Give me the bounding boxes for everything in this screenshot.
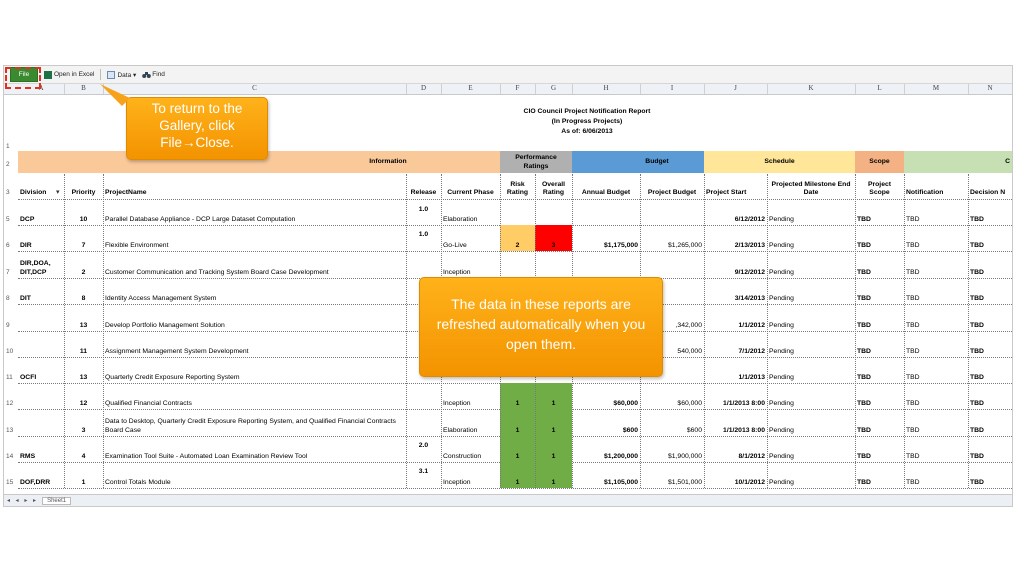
row-divider [18,199,1012,200]
row-number: 14 [6,453,14,460]
table-cell: $60,000 [677,400,702,407]
data-menu-button[interactable] [107,71,136,79]
column-heading: Project Start [706,189,747,196]
table-cell: $1,265,000 [667,242,702,249]
column-divider [767,174,768,488]
column-divider [968,174,969,488]
column-heading: Overall Rating [541,181,566,196]
table-cell: 8 [81,295,86,302]
table-cell: TBD [970,269,984,276]
table-cell: TBD [857,269,871,276]
column-divider [855,174,856,488]
group-scope: Scope [855,151,904,173]
column-header-d: D [406,84,442,94]
data-menu-label: Data ▾ [117,71,137,79]
table-cell: Identity Access Management System [105,295,217,302]
sheet-nav-arrows[interactable]: ◂ ◂ ▸ ▸ [7,498,39,504]
table-cell: 2 [81,269,86,276]
table-cell: Pending [769,479,794,486]
column-header-c: C [103,84,407,94]
refresh-callout: The data in these reports are refreshed automatically when you open them. [419,277,663,377]
table-cell: Pending [769,295,794,302]
column-header-n: N [968,84,1013,94]
table-cell: Pending [769,400,794,407]
table-cell [18,383,64,409]
table-cell: TBD [906,242,920,249]
row-number: 5 [6,216,10,223]
excel-icon [44,71,52,79]
table-cell: TBD [857,216,871,223]
column-heading: ProjectName [105,189,147,196]
table-cell: Pending [769,453,794,460]
column-divider [406,174,407,488]
table-cell: TBD [906,216,920,223]
table-cell: 4 [81,453,86,460]
table-cell: Pending [769,242,794,249]
table-cell: Pending [769,322,794,329]
row-number: 2 [6,161,10,168]
open-in-excel-label: Open in Excel [54,71,95,78]
column-heading: Annual Budget [581,189,631,196]
group-budget: Budget [572,151,704,173]
table-cell: 1 [535,383,572,409]
table-cell: RMS [20,453,36,460]
find-button[interactable] [142,71,165,79]
table-cell: Inception [443,269,471,276]
table-cell: OCFI [20,374,37,381]
column-heading: Priority [71,189,96,196]
table-cell: 3 [535,225,572,251]
table-cell: TBD [970,216,984,223]
table-cell: 13 [79,374,88,381]
table-cell [640,251,704,278]
open-in-excel-button[interactable] [44,71,94,79]
sheet-tabs-bar [4,494,1012,506]
table-cell: TBD [970,295,984,302]
column-header-g: G [535,84,573,94]
row-number: 10 [6,348,14,355]
row-number: 12 [6,400,14,407]
table-cell: Control Totals Module [105,479,171,486]
table-cell: TBD [970,242,984,249]
table-cell: 1 [500,462,535,488]
table-cell: Pending [769,427,794,434]
table-cell: 10 [79,216,88,223]
table-cell: 540,000 [677,348,702,355]
table-cell: Assignment Management System Development [105,348,249,355]
column-divider [704,174,705,488]
table-cell: Flexible Environment [105,242,169,249]
table-cell [535,200,572,225]
table-cell: 1/1/2013 8:00 [723,427,765,434]
row-number: 6 [6,242,10,249]
column-headers [4,84,1012,95]
table-cell: 7 [81,242,86,249]
table-cell: TBD [857,295,871,302]
table-cell: 8/1/2012 [738,453,765,460]
table-cell: Construction [443,453,482,460]
table-cell: DOF,DRR [20,479,51,486]
table-cell: $1,175,000 [603,242,638,249]
table-cell: 7/1/2012 [738,348,765,355]
column-header-j: J [704,84,768,94]
table-cell: 1.0 [418,231,429,238]
table-cell: 1/1/2013 8:00 [723,400,765,407]
file-menu-button[interactable]: File [10,67,38,82]
table-cell: TBD [857,322,871,329]
table-cell: 1 [535,462,572,488]
table-cell: TBD [906,453,920,460]
table-cell: TBD [970,479,984,486]
column-header-i: I [640,84,705,94]
table-cell: Customer Communication and Tracking System Board Case Development [105,269,329,276]
table-cell: TBD [857,374,871,381]
table-cell: DIR [20,242,32,249]
table-cell: 2 [500,225,535,251]
table-cell: 1 [500,436,535,462]
table-cell: TBD [906,295,920,302]
table-cell: Qualified Financial Contracts [105,400,192,407]
table-cell [406,251,441,278]
table-cell: TBD [857,400,871,407]
table-cell: DCP [20,216,35,223]
table-cell: 1 [81,479,86,486]
table-cell: TBD [906,322,920,329]
table-cell: TBD [857,427,871,434]
table-cell: TBD [906,427,920,434]
report-asof: As of: 6/06/2013 [561,128,613,135]
table-cell: TBD [970,374,984,381]
column-header-e: E [441,84,501,94]
column-divider [904,174,905,488]
table-cell: $60,000 [613,400,638,407]
table-cell: 3/14/2013 [734,295,765,302]
column-header-l: L [855,84,905,94]
table-cell [535,251,572,278]
column-divider [103,174,104,488]
table-cell [572,200,640,225]
table-cell: 2.0 [418,442,429,449]
table-cell: TBD [906,269,920,276]
report-title: CIO Council Project Notification Report [523,108,651,115]
column-heading: Project Budget [647,189,697,196]
table-cell: ,342,000 [675,322,702,329]
column-heading: Current Phase [447,189,494,196]
table-cell: TBD [906,479,920,486]
column-header-a: A [18,84,65,94]
group-information: Information [18,151,500,173]
column-heading: Division [20,189,47,196]
table-cell: 1 [500,409,535,436]
table-cell [500,251,535,278]
gallery-callout: To return to the Gallery, click File→Close. [126,97,268,160]
table-cell: TBD [970,427,984,434]
row-number: 9 [6,322,10,329]
table-cell: TBD [857,242,871,249]
table-cell: 3.1 [418,468,429,475]
table-cell: TBD [970,322,984,329]
column-header-b: B [64,84,104,94]
group-c: C [904,151,1012,173]
table-cell: Pending [769,348,794,355]
table-cell: TBD [906,374,920,381]
column-heading: Risk Rating [506,181,529,196]
table-cell [572,251,640,278]
row-number: 8 [6,295,10,302]
table-cell [406,383,441,409]
table-cell: TBD [970,348,984,355]
table-cell: Pending [769,374,794,381]
column-header-k: K [767,84,856,94]
table-cell: 11 [79,348,88,355]
table-cell [500,200,535,225]
table-cell: 13 [79,322,88,329]
table-cell: 10/1/2012 [734,479,765,486]
find-label: Find [152,71,165,78]
table-cell: TBD [857,453,871,460]
table-cell [18,304,64,331]
row-number: 11 [6,374,13,381]
table-cell: DIR,DOA, DIT,DCP [20,260,51,276]
table-cell: Pending [769,216,794,223]
table-cell: 1/1/2013 [738,374,765,381]
table-cell: 1 [500,383,535,409]
table-cell: Data to Desktop, Quarterly Credit Exposure Reporting System, and Qualified Financial Contracts Board Case [105,418,396,434]
table-cell: DIT [20,295,31,302]
report-subtitle: (In Progress Projects) [551,118,623,125]
table-cell: Elaboration [443,216,478,223]
table-cell: Elaboration [443,427,478,434]
column-header-h: H [572,84,641,94]
table-cell: $1,105,000 [603,479,638,486]
table-cell: 1 [535,436,572,462]
group-performance: Performance Ratings [500,151,572,173]
row-divider [18,488,1012,489]
row-number: 15 [6,479,14,486]
callout-pointer [100,84,140,114]
column-divider [64,174,65,488]
sheet-tab[interactable]: Sheet1 [42,497,71,505]
row-number: 3 [6,189,10,196]
table-cell: 6/12/2012 [734,216,765,223]
table-cell: Go-Live [443,242,467,249]
table-cell [18,331,64,357]
table-cell: TBD [857,348,871,355]
column-heading: Projected Milestone End Date [771,181,851,196]
table-cell: 1.0 [418,206,429,213]
table-cell: Quarterly Credit Exposure Reporting System [105,374,240,381]
table-cell [640,200,704,225]
table-cell: Parallel Database Appliance - DCP Large Dataset Computation [105,216,296,223]
toolbar-separator [100,69,101,80]
filter-dropdown-icon[interactable]: ▾ [56,189,60,196]
table-cell: 9/12/2012 [734,269,765,276]
table-cell: TBD [906,400,920,407]
column-header-m: M [904,84,969,94]
table-cell: $600 [622,427,638,434]
table-cell: $1,200,000 [603,453,638,460]
group-schedule: Schedule [704,151,855,173]
table-cell: Inception [443,479,471,486]
table-cell: Develop Portfolio Management Solution [105,322,225,329]
table-cell: Examination Tool Suite - Automated Loan Examination Review Tool [105,453,308,460]
column-heading: Project Scope [867,181,892,196]
table-cell: Inception [443,400,471,407]
row-number: 1 [6,143,10,150]
table-cell: 3 [81,427,86,434]
table-cell: $1,900,000 [667,453,702,460]
table-cell: $1,501,000 [667,479,702,486]
table-cell: 2/13/2013 [734,242,765,249]
row-number: 13 [6,427,14,434]
column-heading: Decision N [970,189,1006,196]
table-cell [18,409,64,436]
table-cell: TBD [857,479,871,486]
data-icon [107,71,115,79]
table-cell: 12 [79,400,88,407]
table-cell: TBD [970,453,984,460]
column-heading: Release [410,189,437,196]
table-cell: TBD [906,348,920,355]
file-highlight-box [5,67,41,89]
table-cell: 1/1/2012 [738,322,765,329]
column-heading: Notification [906,189,944,196]
table-cell: Pending [769,269,794,276]
column-header-f: F [500,84,536,94]
table-cell: $600 [686,427,702,434]
binoculars-icon [142,71,150,79]
table-cell [406,409,441,436]
table-cell: TBD [970,400,984,407]
row-number: 7 [6,269,10,276]
toolbar [4,66,1012,84]
table-cell: 1 [535,409,572,436]
